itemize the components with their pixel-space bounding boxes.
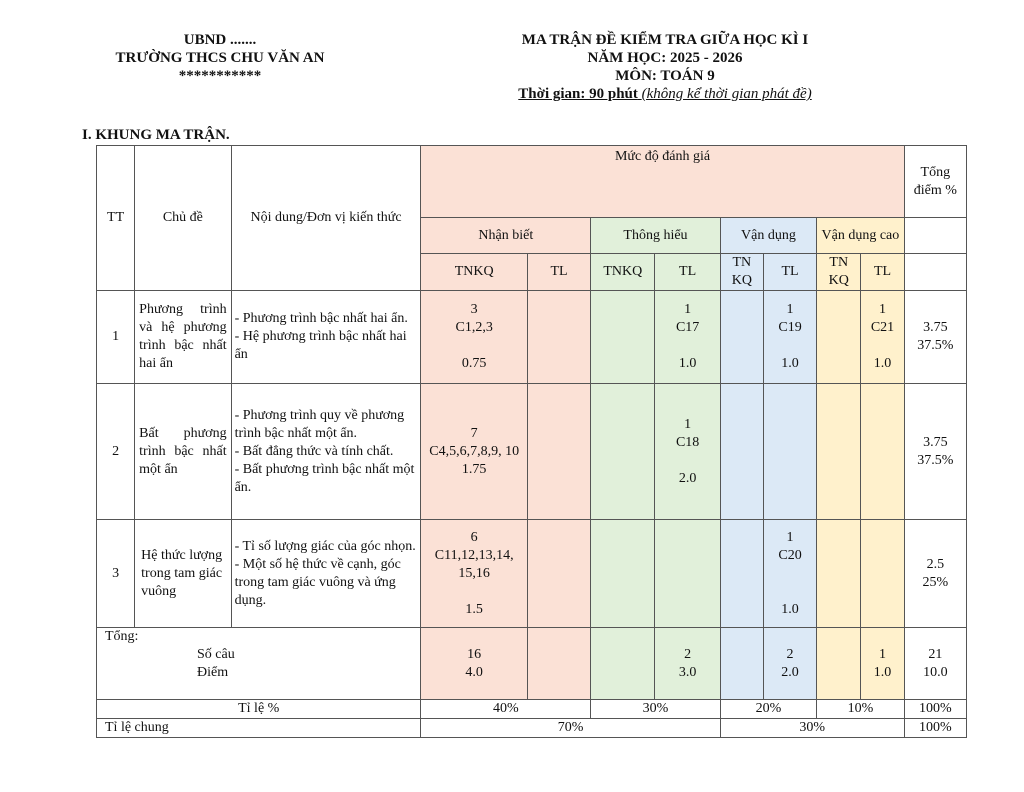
sum-total: [904, 628, 966, 700]
school-header: [100, 31, 340, 85]
question-ids: C11,12,13,14, 15,16: [434, 547, 514, 581]
question-points: 0.75: [461, 356, 487, 371]
vd-tnkq-cell: [720, 384, 763, 520]
th-tnkq-header: TNKQ: [591, 254, 655, 291]
exam-header: [470, 31, 860, 103]
sum-row: [97, 628, 967, 700]
row-number: 2: [97, 384, 135, 520]
sum-points-label: Điểm: [197, 665, 229, 680]
nb-tl-header: TL: [527, 254, 590, 291]
col-topic: Chủ đề: [135, 146, 231, 291]
question-ids: C18: [675, 434, 700, 450]
th-tl-cell: [655, 520, 720, 628]
school-name: TRƯỜNG THCS CHU VĂN AN: [115, 50, 325, 66]
col-total: Tổng điểm %: [904, 146, 966, 218]
question-count: 3: [470, 302, 478, 317]
question-points: 2.0: [678, 470, 697, 486]
header-row-1: [97, 146, 967, 218]
vdc-tl-cell: [861, 520, 904, 628]
row-topic: Bất phương trình bậc nhất một ẩn: [135, 384, 231, 520]
sum-vdc-tnkq: [817, 628, 861, 700]
vd-tl-cell: [763, 291, 816, 384]
question-points: 1.0: [678, 356, 697, 371]
row-total-percent: 37.5%: [917, 452, 954, 468]
question-ids: C19: [778, 320, 802, 335]
sum-count: 2: [786, 647, 794, 662]
row-total-points: 3.75: [923, 434, 948, 450]
sum-vd-tl: [763, 628, 816, 700]
sum-count-label: Số câu: [197, 647, 235, 662]
document-title: MA TRẬN ĐỀ KIỂM TRA GIỮA HỌC KÌ I: [521, 32, 809, 48]
level-apply-high: Vận dụng cao: [817, 218, 904, 254]
ratio-th: 30%: [591, 700, 721, 719]
ratio-vdc: 10%: [817, 700, 904, 719]
content-item: - Phương trình quy về phương trình bậc nhất một ẩn.: [234, 407, 405, 441]
level-apply: Vận dụng: [720, 218, 816, 254]
vd-tl-cell: [763, 520, 816, 628]
common-total: 100%: [904, 719, 966, 738]
question-count: 1: [878, 302, 886, 317]
question-count: 1: [684, 302, 692, 317]
question-points: 1.0: [781, 356, 799, 371]
content-item: - Bất phương trình bậc nhất một ẩn.: [234, 461, 415, 495]
ratio-total: 100%: [904, 700, 966, 719]
row-content: [231, 291, 421, 384]
sum-count: 2: [684, 647, 692, 662]
table-row: [97, 520, 967, 628]
th-tnkq-cell: [591, 520, 655, 628]
exam-time-note: (không kể thời gian phát đề): [641, 86, 812, 102]
nb-tl-cell: [527, 291, 590, 384]
row-total-percent: 25%: [922, 574, 949, 590]
sum-th-tnkq: [591, 628, 655, 700]
row-topic: Hệ thức lượng trong tam giác vuông: [135, 520, 231, 628]
total-blank-1: [904, 218, 966, 254]
nb-tl-cell: [527, 384, 590, 520]
question-points: 1.0: [873, 356, 892, 371]
question-points: 1.0: [781, 601, 799, 617]
row-content: [231, 384, 421, 520]
sum-label: Tổng:: [105, 629, 139, 644]
col-level: Mức độ đánh giá: [421, 146, 904, 218]
vd-tnkq-header: TN KQ: [720, 254, 763, 291]
sum-points: 4.0: [465, 665, 483, 680]
row-content: [231, 520, 421, 628]
th-tl-cell: [655, 384, 720, 520]
question-count: 7: [470, 425, 478, 441]
ratio-nb: 40%: [421, 700, 591, 719]
school-year: NĂM HỌC: 2025 - 2026: [587, 50, 743, 66]
question-ids: C1,2,3: [455, 320, 493, 335]
sum-vd-tnkq: [720, 628, 763, 700]
subject: MÔN: TOÁN 9: [615, 68, 715, 84]
row-number: 1: [97, 291, 135, 384]
row-total: [904, 520, 966, 628]
sum-nb-tl: [527, 628, 590, 700]
col-tt: TT: [97, 146, 135, 291]
total-blank-2: [904, 254, 966, 291]
common-label: Tỉ lệ chung: [97, 719, 421, 738]
sum-total-count: 21: [928, 647, 943, 662]
vdc-tl-cell: [861, 291, 904, 384]
question-count: 1: [786, 529, 794, 545]
question-count: 1: [684, 416, 692, 432]
sum-points: 1.0: [873, 665, 892, 680]
sum-nb-tnkq: [421, 628, 527, 700]
row-number: 3: [97, 520, 135, 628]
row-total: [904, 291, 966, 384]
nb-tnkq-cell: [421, 520, 527, 628]
matrix-table: [96, 145, 967, 738]
vd-tl-cell: [763, 384, 816, 520]
question-points: 1.5: [465, 601, 483, 617]
table-row: [97, 291, 967, 384]
content-item: - Bất đẳng thức và tính chất.: [234, 443, 394, 459]
sum-points: 2.0: [781, 665, 799, 680]
sum-vdc-tl: [861, 628, 904, 700]
nb-tnkq-header: TNKQ: [421, 254, 527, 291]
th-tnkq-cell: [591, 291, 655, 384]
sum-count: 16: [467, 647, 482, 662]
th-tl-header: TL: [655, 254, 720, 291]
sum-total-points: 10.0: [923, 665, 948, 680]
content-item: - Phương trình bậc nhất hai ẩn.: [234, 311, 408, 326]
common-right: 30%: [720, 719, 904, 738]
vdc-tnkq-header: TN KQ: [817, 254, 861, 291]
vdc-tnkq-cell: [817, 384, 861, 520]
exam-time-label: Thời gian: 90 phút: [518, 86, 638, 102]
question-points: 1.75: [461, 461, 487, 477]
th-tl-cell: [655, 291, 720, 384]
question-count: 6: [470, 529, 478, 545]
question-ids: C20: [778, 547, 802, 563]
question-ids: C17: [675, 320, 700, 335]
row-total-percent: 37.5%: [917, 338, 954, 353]
level-recognize: Nhận biết: [421, 218, 591, 254]
vdc-tl-cell: [861, 384, 904, 520]
section-title: I. KHUNG MA TRẬN.: [82, 127, 230, 143]
content-item: - Một số hệ thức về cạnh, góc trong tam giác vuông và ứng dụng.: [234, 556, 401, 608]
table-row: [97, 384, 967, 520]
question-ids: C4,5,6,7,8,9, 10: [429, 443, 520, 459]
row-topic: Phương trình và hệ phương trình bậc nhất hai ẩn: [135, 291, 231, 384]
th-tnkq-cell: [591, 384, 655, 520]
common-left: 70%: [421, 719, 720, 738]
vd-tnkq-cell: [720, 520, 763, 628]
question-count: 1: [786, 302, 794, 317]
exam-time: [470, 85, 860, 103]
row-total: [904, 384, 966, 520]
nb-tl-cell: [527, 520, 590, 628]
sum-label-cell: [97, 628, 421, 700]
col-content: Nội dung/Đơn vị kiến thức: [231, 146, 421, 291]
sum-th-tl: [655, 628, 720, 700]
authority-name: UBND .......: [183, 32, 257, 48]
question-ids: C21: [870, 320, 895, 335]
ratio-vd: 20%: [720, 700, 816, 719]
row-total-points: 2.5: [926, 556, 945, 572]
sum-points: 3.0: [678, 665, 697, 680]
ratio-label: Tỉ lệ %: [97, 700, 421, 719]
vd-tnkq-cell: [720, 291, 763, 384]
vdc-tnkq-cell: [817, 520, 861, 628]
vdc-tnkq-cell: [817, 291, 861, 384]
content-item: - Hệ phương trình bậc nhất hai ẩn: [234, 329, 407, 362]
common-ratio-row: [97, 719, 967, 738]
sum-count: 1: [878, 647, 886, 662]
ratio-row: [97, 700, 967, 719]
row-total-points: 3.75: [923, 320, 948, 335]
content-item: - Tỉ số lượng giác của góc nhọn.: [234, 538, 416, 554]
nb-tnkq-cell: [421, 291, 527, 384]
vdc-tl-header: TL: [861, 254, 904, 291]
header-stars: ***********: [178, 68, 262, 84]
nb-tnkq-cell: [421, 384, 527, 520]
level-understand: Thông hiểu: [591, 218, 721, 254]
vd-tl-header: TL: [763, 254, 816, 291]
